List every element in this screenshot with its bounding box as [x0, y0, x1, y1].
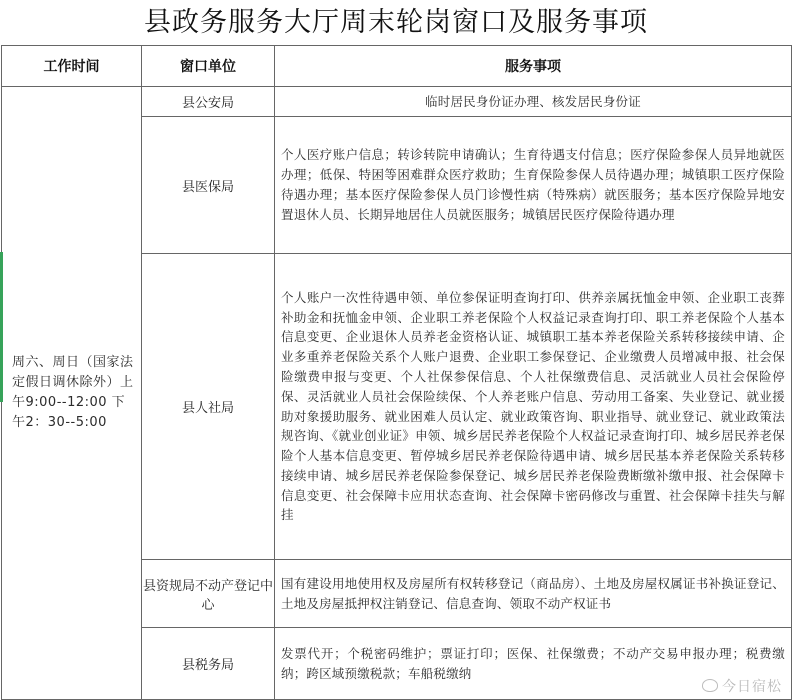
header-unit: 窗口单位	[142, 46, 275, 87]
weibo-icon	[702, 679, 718, 692]
service-items: 个人医疗账户信息；转诊转院申请确认；生育待遇支付信息；医疗保险参保人员异地就医办理；低保、特困等困难群众医疗救助；生育保险参保人员待遇办理；城镇职工医疗保险待遇办理；基本医疗保险参保人员门诊慢性病（特殊病）就医服务；基本医疗保险异地安置退休人员、长期异地居住人员就医服务；城镇居民医疗保险待遇办理	[275, 117, 792, 254]
table-row	[2, 87, 792, 117]
service-items: 临时居民身份证办理、核发居民身份证	[275, 87, 792, 117]
header-time: 工作时间	[2, 46, 142, 87]
unit-name: 县税务局	[142, 628, 275, 700]
watermark-text: 今日宿松	[722, 679, 782, 695]
unit-name: 县医保局	[142, 117, 275, 254]
service-items: 国有建设用地使用权及房屋所有权转移登记（商品房）、土地及房屋权属证书补换证登记、土地及房屋抵押权注销登记、信息查询、领取不动产权证书	[275, 560, 792, 628]
left-accent-bar	[0, 252, 3, 402]
header-services: 服务事项	[275, 46, 792, 87]
unit-name: 县资规局不动产登记中心	[142, 560, 275, 628]
service-items: 个人账户一次性待遇申领、单位参保证明查询打印、供养亲属抚恤金申领、企业职工丧葬补助金和抚恤金申领、企业职工养老保险个人权益记录查询打印、职工养老保险个人基本信息变更、企业退休人员养老金资格认证、城镇职工基本养老保险关系转移接续申请、企业多重养老保险关系个人账户退费、企业职工参保登记、企业缴费人员增减申报、社会保险缴费申报与变更、个人社保参保信息、个人社保缴费信息、灵活就业人员社会保险停保、灵活就业人员社会保险续保、个人养老账户信息、劳动用工备案、失业登记、就业援助对象援助服务、就业困难人员认定、就业政策咨询、职业指导、就业登记、就业政策法规咨询、《就业创业证》申领、城乡居民养老保险个人权益记录查询打印、城乡居民养老保险个人基本信息变更、暂停城乡居民养老保险待遇申请、城乡居民基本养老保险关系转移接续申请、城乡居民养老保险参保登记、城乡居民养老保险费断缴补缴申报、社会保障卡信息变更、社会保障卡应用状态查询、社会保障卡密码修改与重置、社会保障卡挂失与解挂	[275, 254, 792, 560]
watermark	[702, 676, 782, 696]
header-row	[2, 46, 792, 87]
service-items: 发票代开；个税密码维护；票证打印；医保、社保缴费；不动产交易申报办理；税费缴纳；跨区域预缴税款；车船税缴纳	[275, 628, 792, 700]
unit-name: 县人社局	[142, 254, 275, 560]
service-table	[1, 45, 792, 700]
page-title: 县政务服务大厅周末轮岗窗口及服务事项	[144, 7, 648, 38]
working-time: 周六、周日（国家法定假日调休除外）上午9:00--12:00 下午2：30--5:00	[2, 87, 142, 700]
unit-name: 县公安局	[142, 87, 275, 117]
